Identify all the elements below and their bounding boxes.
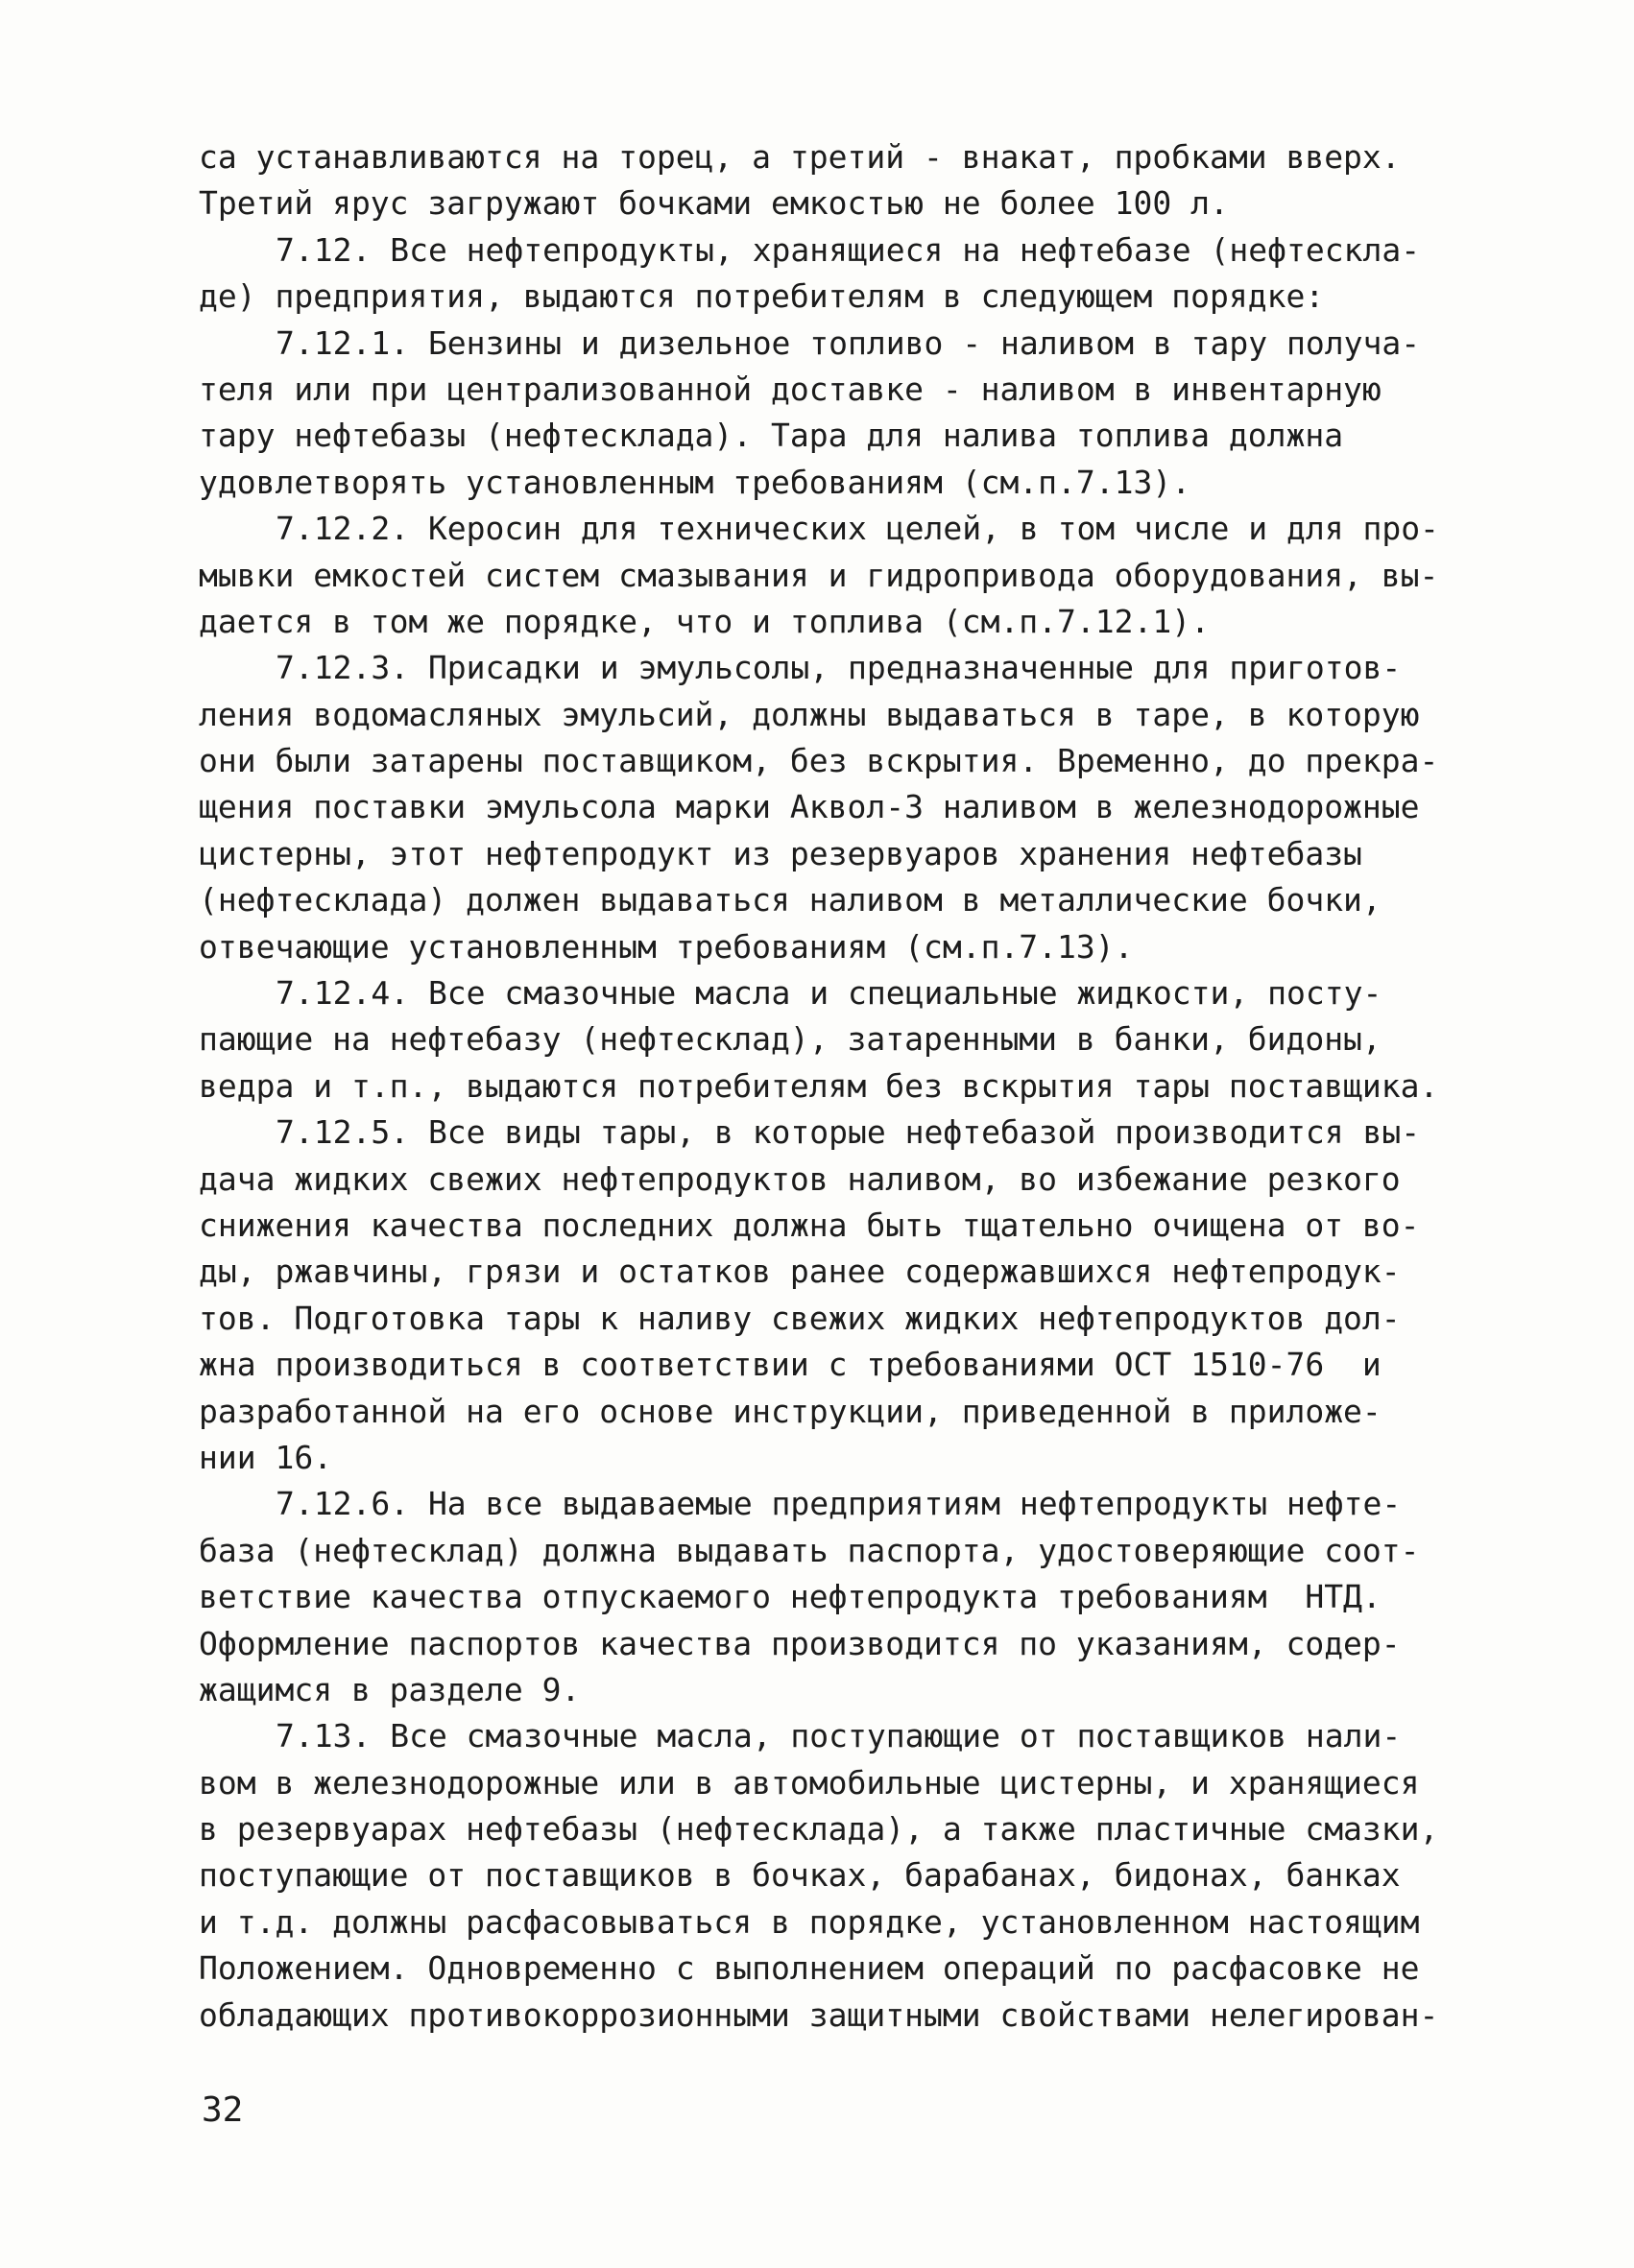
text-line: вом в железнодорожные или в автомобильные цистерны, и хранящиеся	[199, 1763, 1420, 1802]
text-line: отвечающие установленным требованиям (см.п.7.13).	[199, 927, 1134, 966]
paragraph-start-line: 7.13. Все смазочные масла, поступающие от поставщиков нали-	[276, 1717, 1402, 1755]
page-number: 32	[202, 2090, 244, 2130]
text-line: (нефтесклада) должен выдаваться наливом в металлические бочки,	[199, 881, 1382, 919]
text-line: и т.д. должны расфасовываться в порядке, установленном настоящим	[199, 1902, 1420, 1941]
text-line: щения поставки эмульсола марки Аквол-3 наливом в железнодорожные	[199, 788, 1420, 826]
text-line: нии 16.	[199, 1438, 333, 1476]
text-line: удовлетворять установленным требованиям (см.п.7.13).	[199, 463, 1191, 501]
paragraph-start-line: 7.12.3. Присадки и эмульсолы, предназначенные для приготов-	[276, 649, 1402, 687]
text-line: тару нефтебазы (нефтесклада). Тара для налива топлива должна	[199, 417, 1344, 455]
text-line: дача жидких свежих нефтепродуктов наливом, во избежание резкого	[199, 1159, 1401, 1198]
text-line: ветствие качества отпускаемого нефтепродукта требованиям НТД.	[199, 1578, 1382, 1616]
body-text	[199, 134, 1466, 2039]
text-line: дается в том же порядке, что и топлива (см.п.7.12.1).	[199, 602, 1210, 640]
paragraph-start-line: 7.12.5. Все виды тары, в которые нефтебазой производится вы-	[276, 1113, 1421, 1152]
text-line: Оформление паспортов качества производится по указаниям, содер-	[199, 1624, 1401, 1662]
text-line: они были затарены поставщиком, без вскрытия. Временно, до прекра-	[199, 742, 1439, 780]
text-line: ведра и т.п., выдаются потребителям без вскрытия тары поставщика.	[199, 1066, 1439, 1105]
text-line: ды, ржавчины, грязи и остатков ранее содержавшихся нефтепродук-	[199, 1253, 1401, 1291]
text-line: пающие на нефтебазу (нефтесклад), затаренными в банки, бидоны,	[199, 1020, 1382, 1059]
text-line: ления водомасляных эмульсий, должны выдаваться в таре, в которую	[199, 695, 1420, 733]
text-line: теля или при централизованной доставке - наливом в инвентарную	[199, 370, 1382, 408]
text-line: Третий ярус загружают бочками емкостью не более 100 л.	[199, 184, 1229, 223]
paragraph-start-line: 7.12.1. Бензины и дизельное топливо - наливом в тару получа-	[276, 323, 1421, 362]
text-line: обладающих противокоррозионными защитными свойствами нелегирован-	[199, 1995, 1439, 2034]
text-line: де) предприятия, выдаются потребителям в следующем порядке:	[199, 277, 1325, 316]
text-line: база (нефтесклад) должна выдавать паспорта, удостоверяющие соот-	[199, 1531, 1420, 1569]
text-line: жащимся в разделе 9.	[199, 1670, 581, 1708]
paragraph-start-line: 7.12.4. Все смазочные масла и специальные жидкости, посту-	[276, 974, 1382, 1013]
paragraph-start-line: 7.12. Все нефтепродукты, хранящиеся на нефтебазе (нефтескла-	[276, 230, 1421, 269]
text-line: жна производиться в соответствии с требованиями ОСТ 1510-76 и	[199, 1346, 1382, 1384]
text-line: тов. Подготовка тары к наливу свежих жидких нефтепродуктов дол-	[199, 1299, 1401, 1337]
paragraph-start-line: 7.12.6. На все выдаваемые предприятиям нефтепродукты нефте-	[276, 1485, 1402, 1523]
text-line: Положением. Одновременно с выполнением операций по расфасовке не	[199, 1949, 1420, 1988]
text-line: поступающие от поставщиков в бочках, барабанах, бидонах, банках	[199, 1856, 1401, 1895]
text-line: мывки емкостей систем смазывания и гидропривода оборудования, вы-	[199, 556, 1439, 594]
paragraph-start-line: 7.12.2. Керосин для технических целей, в том числе и для про-	[276, 510, 1439, 548]
text-line: са устанавливаются на торец, а третий - внакат, пробками вверх.	[199, 138, 1401, 176]
text-line: разработанной на его основе инструкции, приведенной в приложе-	[199, 1392, 1382, 1430]
text-line: в резервуарах нефтебазы (нефтесклада), а также пластичные смазки,	[199, 1810, 1439, 1849]
text-line: снижения качества последних должна быть тщательно очищена от во-	[199, 1206, 1420, 1244]
text-line: цистерны, этот нефтепродукт из резервуаров хранения нефтебазы	[199, 834, 1362, 872]
